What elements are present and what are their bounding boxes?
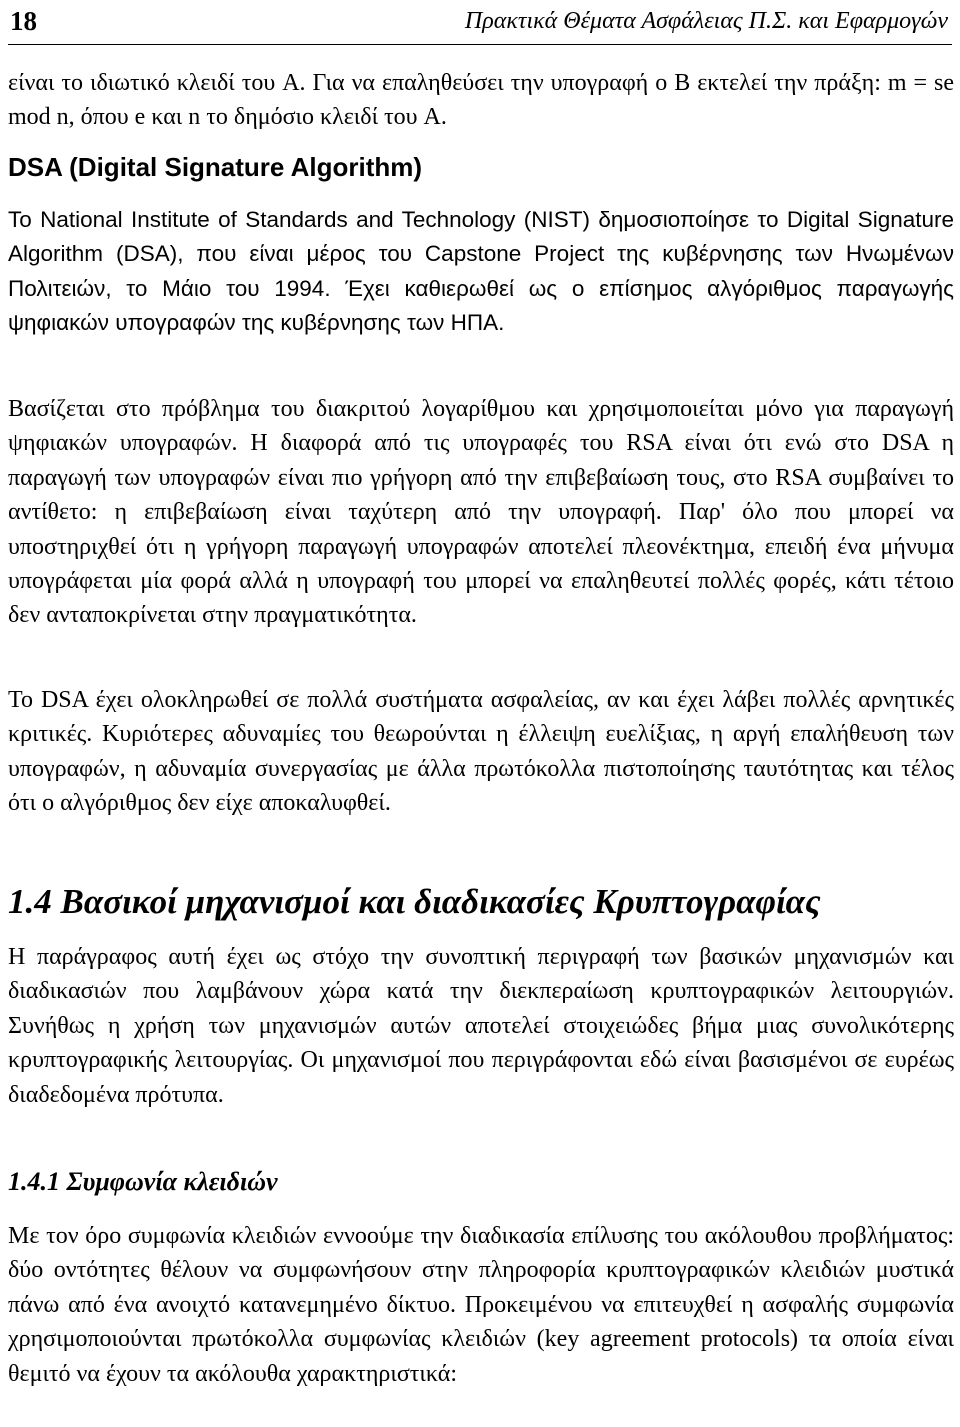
dsa-paragraph-2: Βασίζεται στο πρόβλημα του διακριτού λογαρίθμου και χρησιμοποιείται μόνο για παραγωγή ψηφιακών υπογραφών. Η διαφορά από τις υπογραφές του RSA είναι ότι ενώ στο DSA η παραγωγή των υπογραφών είναι πιο γρήγορη από την επιβεβαίωση τους, στο RSA συμβαίνει το αντίθετο: η επιβεβαίωση είναι ταχύτερη από την υπογραφή. Παρ' όλο που μπορεί να υποστηριχθεί ότι η γρήγορη παραγωγή υπογραφών αποτελεί πλεονέκτημα, επειδή ένα μήνυμα υπογράφεται μία φορά αλλά η υπογραφή του μπορεί να επαληθευτεί πολλές φορές, κάτι τέτοιο δεν ανταποκρίνεται στην πραγματικότητα. [8,396,954,629]
section-paragraph: Η παράγραφος αυτή έχει ως στόχο την συνοπτική περιγραφή των βασικών μηχανισμών και διαδικασιών που λαμβάνουν χώρα κατά την διεκπεραίωση κρυπτογραφικών λειτουργιών. Συνήθως η χρήση των μηχανισμών αυτών αποτελεί στοιχειώδες βήμα μιας συνολικότερης κρυπτογραφικής λειτουργίας. Οι μηχανισμοί που περιγράφονται εδώ είναι βασισμένοι σε ευρέως διαδεδομένα πρότυπα. [8,944,954,1108]
dsa-paragraph-1: Το National Institute of Standards and Technology (NIST) δημοσιοποίησε το Digital Signature Algorithm (DSA), που είναι μέρος του Capstone Project της κυβέρνησης των Ηνωμένων Πολιτειών, το Μάιο του 1994. Έχει καθιερωθεί ως ο επίσημος αλγόριθμος παραγωγής ψηφιακών υπογραφών της κυβέρνησης των ΗΠΑ. [8,207,954,336]
dsa-heading: DSA (Digital Signature Algorithm) [8,152,423,182]
running-title: Πρακτικά Θέματα Ασφάλειας Π.Σ. και Εφαρμογών [464,8,948,34]
subsection-heading: 1.4.1 Συμφωνία κλειδιών [8,1167,278,1196]
running-header [8,4,952,45]
intro-paragraph: είναι το ιδιωτικό κλειδί του A. Για να επαληθεύσει την υπογραφή ο B εκτελεί την πράξη: m = se mod n, όπου e και n το δημόσιο κλειδί του A. [8,70,954,131]
page-number: 18 [10,6,37,36]
dsa-paragraph-3: Το DSA έχει ολοκληρωθεί σε πολλά συστήματα ασφαλείας, αν και έχει λάβει πολλές αρνητικές κριτικές. Κυριότερες αδυναμίες του θεωρούνται η έλλειψη ευελίξιας, η αργή επαλήθευση των υπογραφών, η αδυναμία συνεργασίας με άλλα πρωτόκολλα πιστοποίησης ταυτότητας και τέλος ότι ο αλγόριθμος δεν είχε αποκαλυφθεί. [8,687,954,817]
section-heading: 1.4 Βασικοί μηχανισμοί και διαδικασίες Κρυπτογραφίας [8,882,821,921]
subsection-paragraph: Με τον όρο συμφωνία κλειδιών εννοούμε την διαδικασία επίλυσης του ακόλουθου προβλήματος: δύο οντότητες θέλουν να συμφωνήσουν στην πληροφορία κρυπτογραφικών κλειδιών μυστικά πάνω από ένα ανοιχτό κατανεμημένο δίκτυο. Προκειμένου να επιτευχθεί η ασφαλής συμφωνία χρησιμοποιούνται πρωτόκολλα συμφωνίας κλειδιών (key agreement protocols) τα οποία είναι θεμιτό να έχουν τα ακόλουθα χαρακτηριστικά: [8,1223,954,1387]
